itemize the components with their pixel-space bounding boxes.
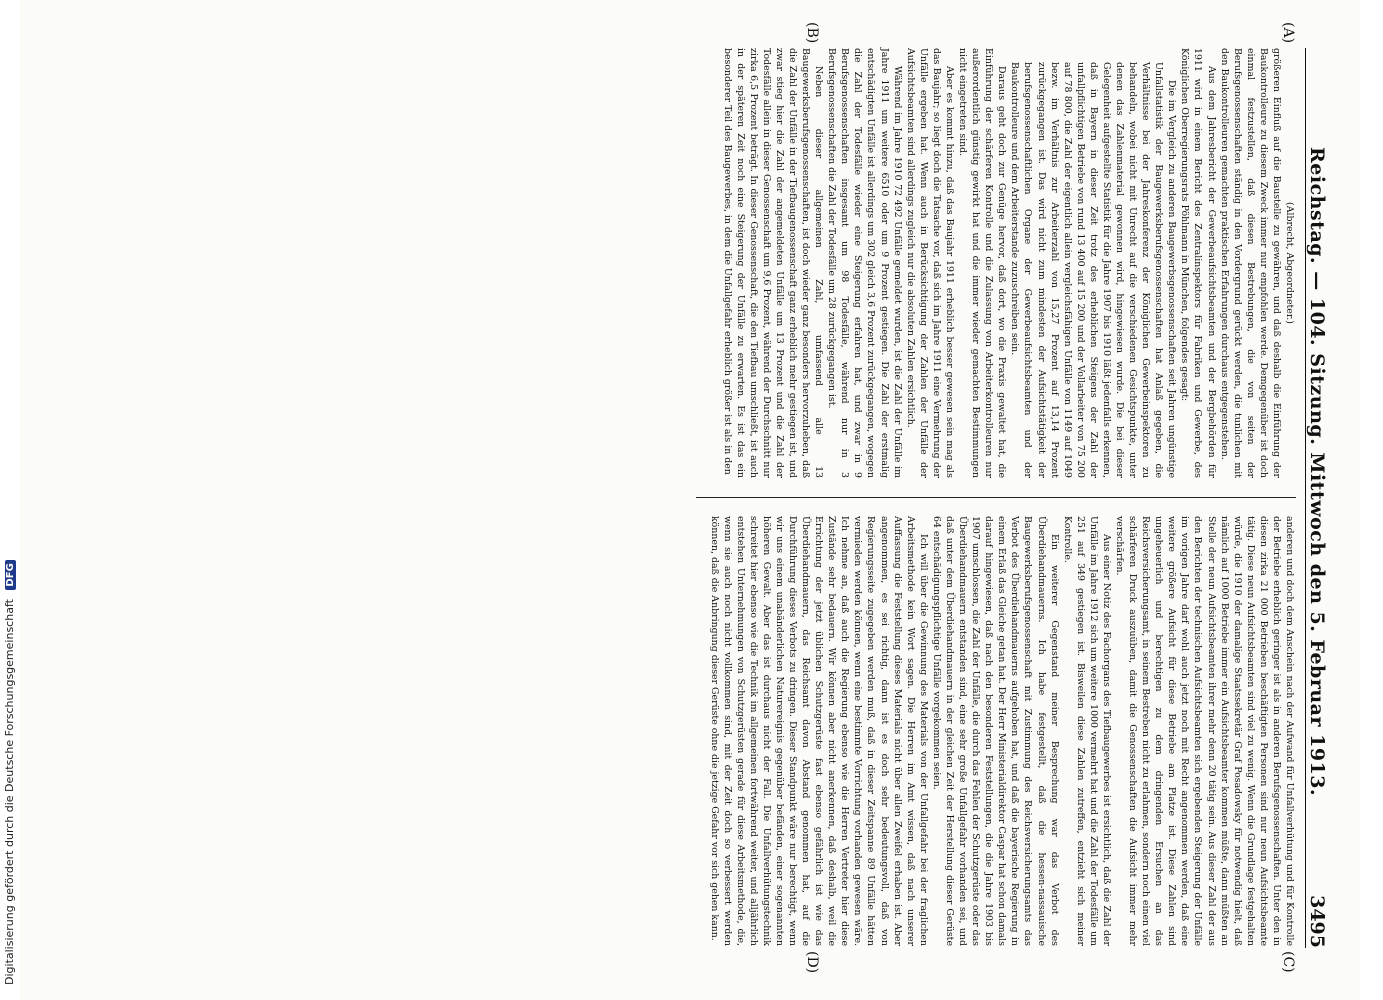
paragraph: anderen und doch dem Anschein nach der Aufwand für Unfallverhütung und für Kontrolle der Betriebe erheblich geringer ist als in anderen Berufsgenossenschaften. Unter den in diesen zirka 21 000 Betrieben beschäftigten Personen sind nur neun Aufsichtsbeamte tätig. Diese neun Aufsichtsbeamten sind viel zu wenig. Wenn die Grundlage festgehalten würde, die 1910 der damalige Staatssekretär Graf Posadowsky für notwendig hielt, daß nämlich auf 1000 Betriebe immer ein Aufsichtsbeamter kommen müßte, dann müßten an Stelle der neun Aufsichtsbeamten ihrer mehr denn 20 tätig sein. Aus dieser Zahl der aus den Berichten der technischen Aufsichtsbeamten sich ergebenden Steigerung der Unfälle im vorigen Jahre darf wohl auch jetzt noch mit Recht angenommen werden, daß eine weitere größere Aufsicht für diese Betriebe am Platze ist. Diese Zahlen sind ungeheuerlich und berechtigen zu dem dringenden Ersuchen an das Reichsversicherungsamt, in seinem Bestreben nicht zu erlahmen, sondern noch einen viel schärferen Druck auszuüben, damit die Genossenschaften die Aufsicht immer mehr verschärfen. bbox=[1113, 516, 1295, 946]
rotated-sheet bbox=[105, 22, 1340, 974]
margin-marker-d: (D) bbox=[804, 951, 820, 974]
left-column bbox=[696, 48, 1296, 478]
margin-marker-a: (A) bbox=[1280, 22, 1296, 44]
paragraph: Ein weiterer Gegenstand meiner Besprechung war das Verbot des Überdiehandmauerns. Ich habe festgestellt, daß die hessen-nassauische Baugewerksberufsgenossenschaft mit Zustimmung des Reichsversicherungsamts das Verbot des Überdiehandmauerns aufgehoben hat, und daß die bayerische Regierung in einem Erlaß das Gleiche getan hat. Der Herr Ministerialdirektor Caspar hat schon damals darauf hingewiesen, daß nach den besonderen Feststellungen, die die Jahre 1903 bis 1907 umschlossen, die Zahl der Unfälle, die durch das Fehlen der Schutzgerüste oder das Überdiehandmauern entstanden sind, eine sehr große Unfallgefahr vorhanden sei, und daß unter dem Überdiehandmauern in der gleichen Zeit der Herstellung dieser Gerüste 64 entschädigungspflichtige Unfälle vorgekommen seien. bbox=[930, 516, 1060, 946]
paragraph: größeren Einfluß auf die Baustelle zu gewähren, und daß deshalb die Einführung der Baukontrolleure zu diesem Zweck immer nur empfohlen werde. Demgegenüber ist doch einmal festzustellen, daß diesen Bestrebungen, die von seiten der Berufsgenossenschaften ständig in den Vordergrund gerückt werden, die tunlichen mit den Baukontrolleuren gemachten praktischen Erfahrungen durchaus entgegenstehen. bbox=[1218, 48, 1282, 478]
page-number: 3495 bbox=[1306, 895, 1328, 948]
paragraph: Während im Jahre 1910 72 492 Unfälle gemeldet wurden, ist die Zahl der Unfälle im Jahre 1911 um weitere 6510 oder um 9 Prozent gestiegen. Die Zahl der erstmalig entschädigten Unfälle ist allerdings um 302 gleich 3,6 Prozent zurückgegangen, wogegen die Zahl der Todesfälle wieder eine Steigerung erfahren hat, und zwar in 9 Berufsgenossenschaften insgesamt um 98 Todesfälle, während nur in 3 Berufsgenossenschaften die Zahl der Todesfälle um 28 zurückgegangen ist. bbox=[826, 48, 903, 478]
speaker-note: (Albrecht, Abgeordneter.) bbox=[1284, 202, 1295, 324]
quoted-paragraph: Die im Vergleich zu anderen Baugewerbsgenossenschaften seit Jahren ungünstige Unfallstatistik der Baugewerksberufsgenossenschaften hat Anlaß gegeben, die Verhältnisse bei der Jahreskonferenz der Königlichen Gewerbeinspektoren zu behandeln, wobei nicht mit Unrecht auf die verschiedenen Gesichtspunkte, unter denen das Zahlenmaterial gewonnen wird, hingewiesen wurde. Die bei dieser Gelegenheit aufgestellte Statistik für die Jahre 1907 bis 1910 läßt jedenfalls erkennen, daß in Bayern in dieser Zeit trotz des erheblichen Steigens der Zahl der unfallpflichtigen Betriebe von rund 13 400 auf 15 200 und der Vollarbeiter von 75 200 auf 78 800, die Zahl der eigentlich allein vergleichsfähigen Unfälle von 1149 auf 1049 bezw. im Verhältnis zur Arbeiterzahl von 15,27 Prozent auf 13,14 Prozent zurückgegangen ist. Das wird nicht zum mindesten der Aufsichtstätigkeit der berufsgenossenschaftlichen Organe der Gewerbeaufsichtsbeamten und der Baukontrolleure und dem Arbeiterstande zuzuschreiben sein. bbox=[1009, 62, 1178, 478]
right-column bbox=[696, 516, 1296, 946]
margin-marker-c: (C) bbox=[1280, 951, 1296, 973]
footer-credit bbox=[0, 0, 20, 1000]
document-page bbox=[20, 0, 1360, 1000]
footer-credit-text bbox=[3, 5, 16, 985]
paragraph: Ich will über die Gewinnung des Materials von der Unfallgefahr bei der fraglichen Arbeitsmethode kein Wort sagen. Die Herren im Amt wissen, daß nach unserer Auffassung die Feststellung dieses Materials nicht über allen Zweifel erhaben ist. Aber angenommen, es sei richtig, dann ist es doch sehr bedeutungsvoll, daß von Regierungsseite zugegeben werden muß, daß in dieser Zeitspanne 89 Unfälle hätten vermieden werden können, wenn eine bestimmte Vorrichtung vorhanden gewesen wäre. Ich nehme an, daß auch die Regierung ebenso wie die Herren Vertreter hier diese Zustände sehr bedauern. Wir können aber nicht anerkennen, daß deshalb, weil die Errichtung der jetzt üblichen Schutzgerüste fast ebenso gefährlich ist wie das Überdiehandmauern, das Reichsamt davon Abstand genommen hat, auf die Durchführung dieses Verbots zu dringen. Dieser Standpunkt wäre nur berechtigt, wenn wir uns einem unabänderlichen Naturereignis gegenüber befänden, einer sogenannten höheren Gewalt. Aber das ist durchaus nicht der Fall. Die Unfallverhütungstechnik schreitet hier ebenso wie die Technik im allgemeinen fortwährend weiter, und alljährlich entstehen Unternehmungen von Schutzgerüsten gerade für diese Arbeitsmethode, die, wenn sie auch noch nicht vollkommen sind, mit der Zeit doch so verbessert werden können, daß die Anbringung dieser Gerüste ohne die jetzige Gefahr vor sich gehen kann. bbox=[708, 516, 929, 946]
column-divider bbox=[696, 497, 1296, 498]
paragraph: Aber es kommt hinzu, daß das Baujahr 1911 erheblich besser gewesen sein mag als das Baujahr; so liegt doch die Tatsache vor, daß sich im Jahre 1911 eine Vermehrung der Unfälle ergeben hat. Wenn auch in Berücksichtigung der Zahlen der Unfälle der Aufsichtsbeamten sind allerdings zugleich nur die absoluten Zahlen ersichtlich. bbox=[904, 48, 955, 478]
margin-marker-b: (B) bbox=[804, 22, 820, 44]
page-title: Reichstag. — 104. Sitzung. Mittwoch den 5. Februar 1913. bbox=[1306, 147, 1328, 797]
paragraph: Aus dem Jahresbericht der Gewerbeaufsichtsbeamten und der Bergbehörden für 1911 wird in einem Bericht des Zentralinspektors für Fabriken und Gewerbe, des Königlichen Oberregierungsrats Pöhlmann in München, folgendes gesagt: bbox=[1179, 48, 1217, 478]
paragraph: Neben dieser allgemeinen Zahl, umfassend alle 13 Baugewerksberufsgenossenschaften, ist doch wieder ganz besonders hervorzuheben, daß die Zahl der Unfälle in der Tiefbaugenossenschaft ganz erheblich mehr gestiegen ist, und zwar stieg hier die Zahl der angemeldeten Unfälle um 13 Prozent und die Zahl der Todesfälle allein in dieser Genossenschaft um 9,6 Prozent, während der Durchschnitt nur zirka 6,5 Prozent beträgt. In dieser Genossenschaft, die den Tiefbau umschließt, ist auch in der späteren Zeit noch eine Steigerung der Unfälle zu erwarten. Es ist das ein besonderer Teil des Baugewerbes, in dem die Unfallgefahr erheblich größer ist als in den bbox=[721, 48, 825, 478]
footer-text: Digitalisierung gefördert durch die Deutsche Forschungsgemeinschaft bbox=[3, 599, 16, 985]
paragraph: Aus einer Notiz des Fachorgans des Tiefbaugewerbes ist ersichtlich, daß die Zahl der Unfälle im Jahre 1912 sich um weitere 1000 vermehrt hat und die Zahl der Todesfälle um 251 auf 349 gestiegen ist. Bisweilen diese Zahlen zutreffen, entzieht sich meiner Kontrolle. bbox=[1061, 516, 1112, 946]
dfg-logo: DFG bbox=[5, 560, 16, 589]
page-header bbox=[1305, 48, 1340, 948]
paragraph: Daraus geht doch zur Genüge hervor, daß dort, wo die Praxis gewaltet hat, die Einführung der schärferen Kontrolle und die Zulassung von Arbeiterkontrolleuren nur außerordentlich günstig gewirkt hat und die immer wieder gemachten Bestimmungen nicht eingetreten sind. bbox=[957, 48, 1008, 478]
